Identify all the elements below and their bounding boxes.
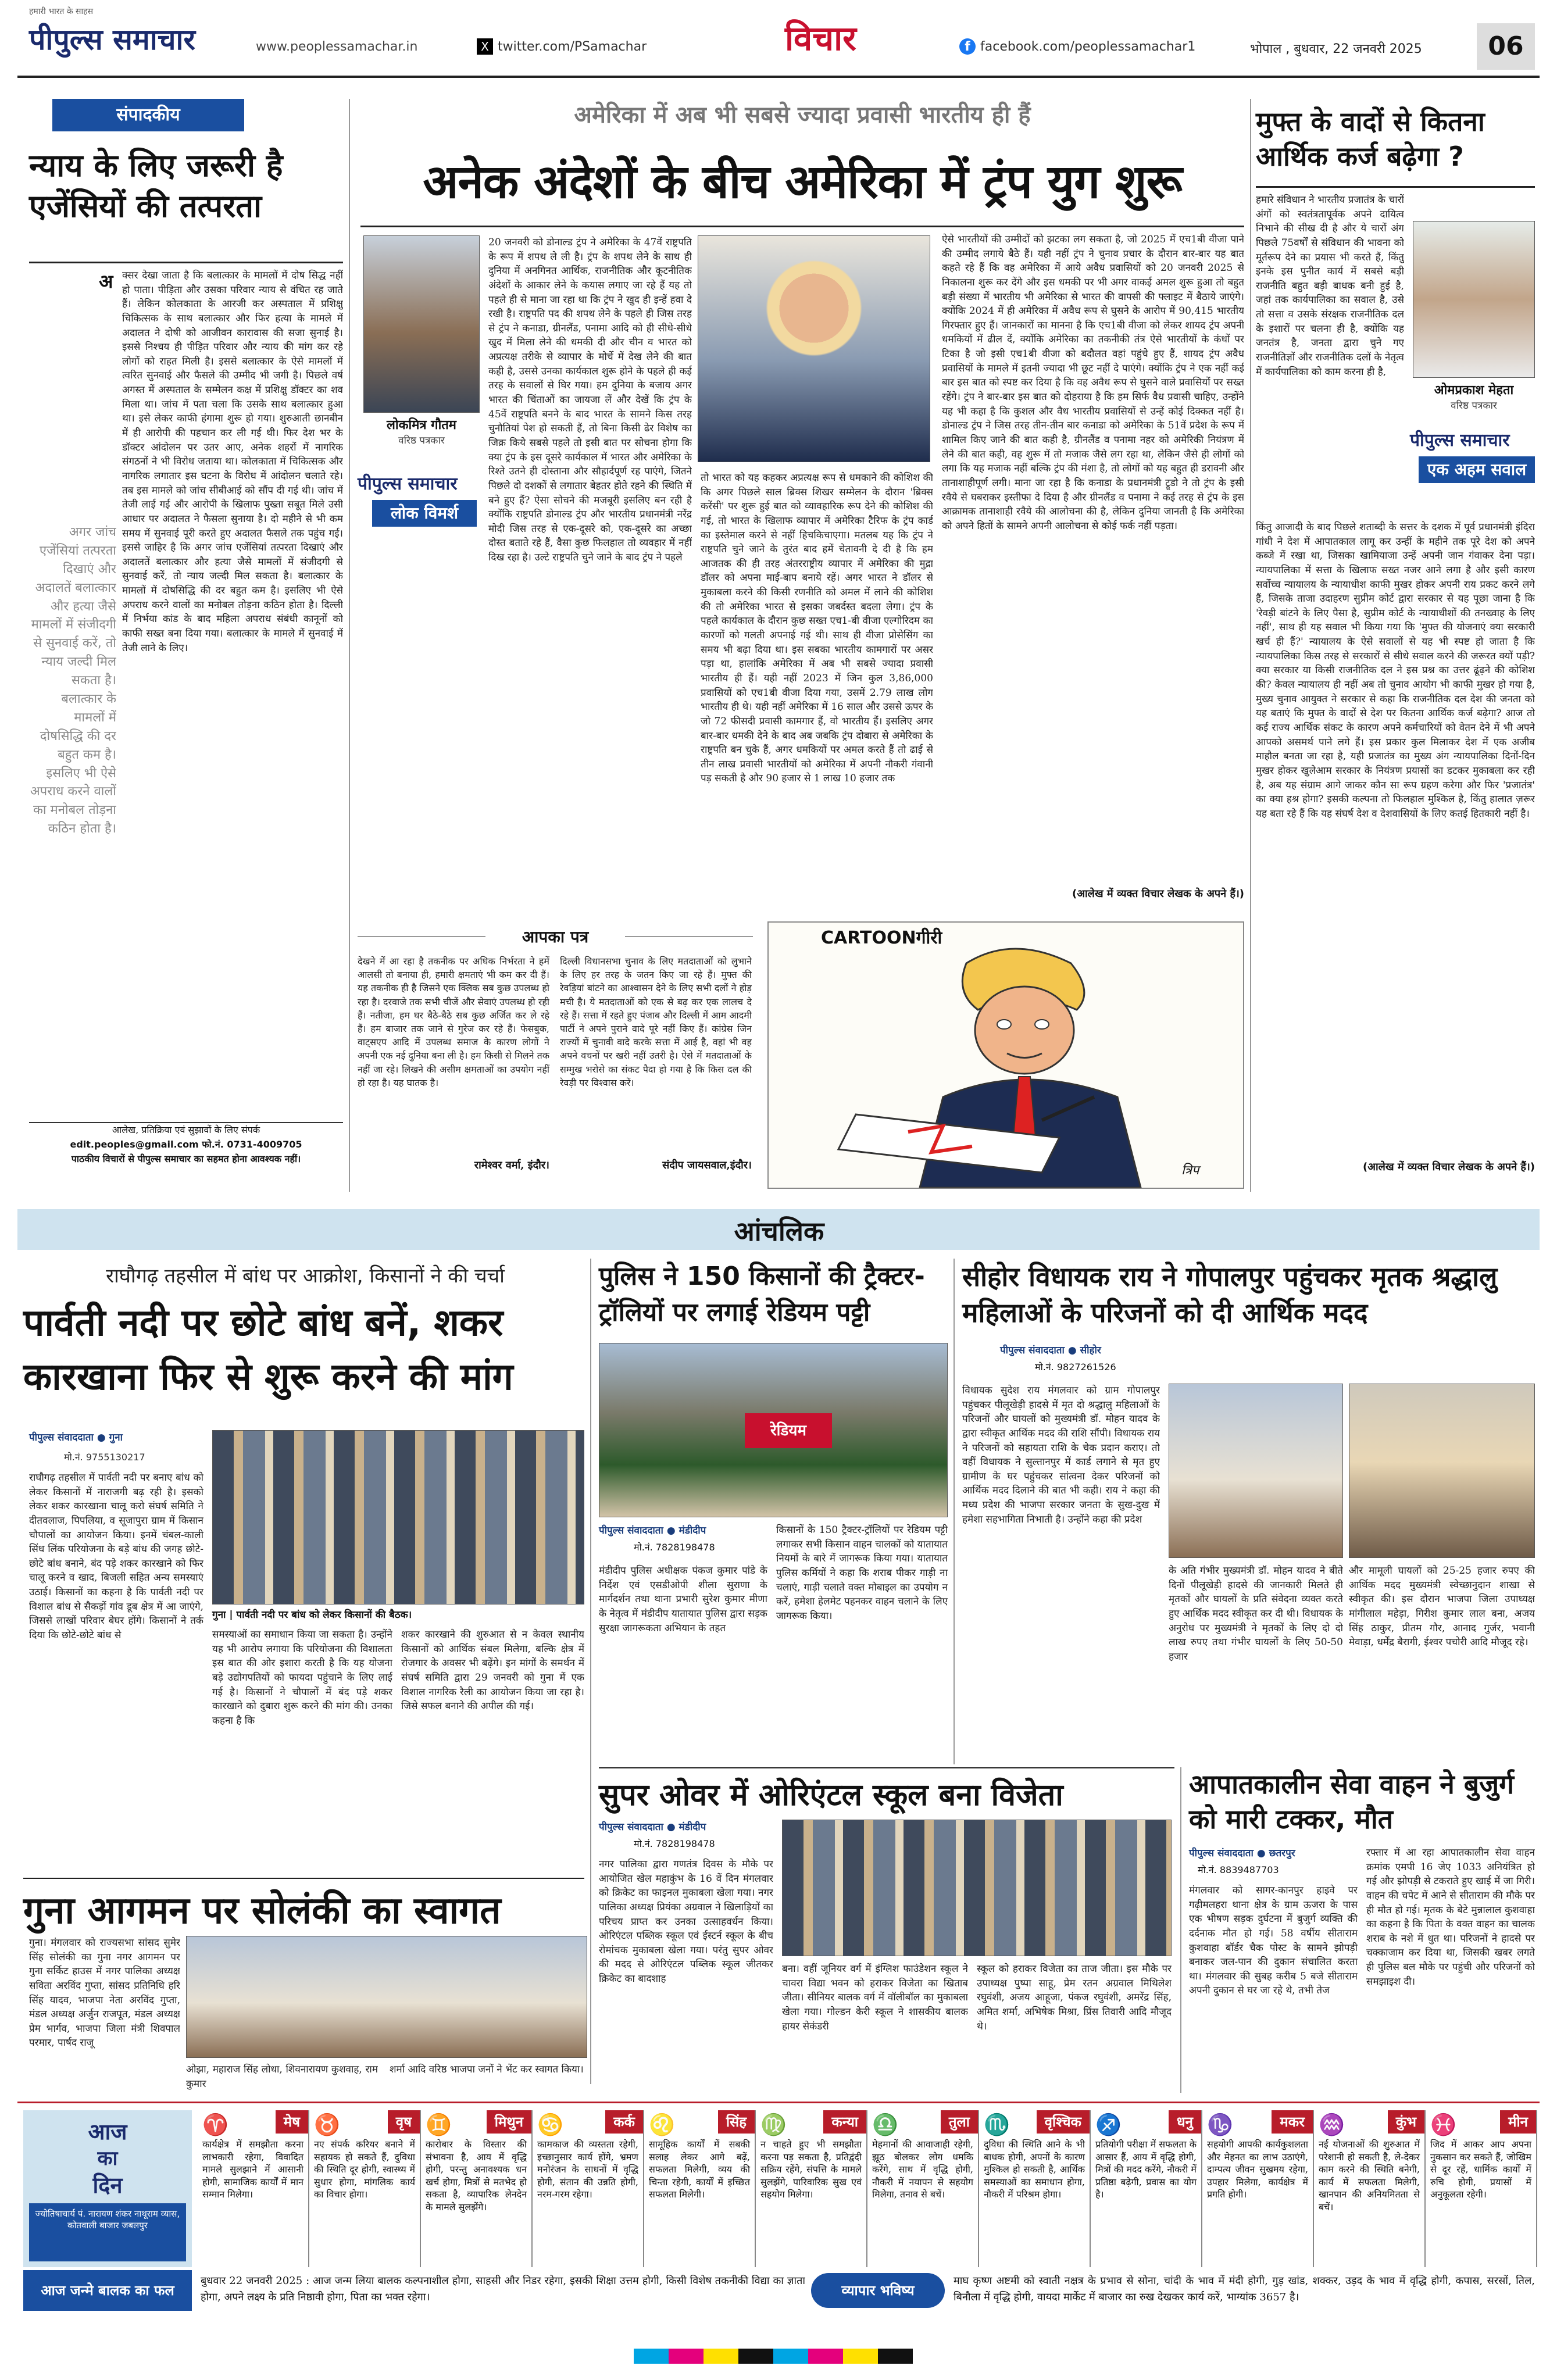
- s5-byline-name: पीपुल्स संवाददाता: [1189, 1847, 1254, 1859]
- rashi-cell: [867, 2110, 979, 2267]
- lead-author-role: वरिष्ठ पत्रकार: [398, 435, 445, 446]
- zodiac-icon: ♌: [649, 2113, 675, 2137]
- rashi-cell: [533, 2110, 644, 2267]
- rashi-prediction: न चाहते हुए भी समझौता करना पड़ सकता है, प्रतिद्वंदी सक्रिय रहेंगे, संपत्ति के मामले सुलझेंगे, पारिवारिक सुख एवं सहयोग मिलेगा।: [760, 2139, 862, 2200]
- reg-yellow-2: [843, 2349, 878, 2364]
- editorial-title: न्याय के लिए जरूरी है एजेंसियों की तत्परता: [29, 147, 283, 225]
- s2-byline-name: पीपुल्स संवाददाता: [599, 1525, 663, 1536]
- regional-section-title: आंचलिक: [734, 1216, 824, 1247]
- editorial-pull-quote: अगर जांच एजेंसियां तत्परता दिखाएं और अदालतें बलात्कार और हत्या जैसे मामलों में संजीदगी से सुनवाई करें, तो न्याय जल्दी मिल सकता है। बलात्कार के मामलों में दोषसिद्धि की दर बहुत कम है। इसलिए भी ऐसे अपराध करने वालों का मनोबल तोड़ना कठिन होता है।: [30, 525, 116, 837]
- contact-email[interactable]: edit.peoples@gmail.com फो.नं. 0731-4009705: [70, 1138, 302, 1150]
- rashi-name: मिथुन: [487, 2110, 531, 2134]
- s4-photo: [782, 1820, 1172, 1956]
- zodiac-icon: ♊: [426, 2113, 452, 2137]
- s1-byline-place: गुना: [109, 1432, 123, 1443]
- s2-phone: मो.नं. 7828198478: [634, 1542, 715, 1553]
- today-title-2: का: [97, 2147, 118, 2170]
- rashi-cell: [979, 2110, 1091, 2267]
- zodiac-icon: ♈: [202, 2113, 228, 2137]
- s1-photo: [212, 1430, 584, 1604]
- zodiac-icon: ♋: [537, 2113, 563, 2137]
- masthead-logo[interactable]: पीपुल्स समाचार: [29, 23, 195, 56]
- s2-col-2: किसानों के 150 ट्रैक्टर-ट्रॉलियों पर रेडियम पट्टी लगाकर सभी किसान वाहन चालकों को यातायात नियमों के बारे में जागरूक किया गया। यातायात पुलिस कर्मियों ने कहा कि शराब पीकर गाड़ी ना चलाएं, गाड़ी चलाते वक्त मोबाइल का उपयोग न करें, हमेशा हेलमेट पहनकर वाहन चलाने के लिए जागरूक किया।: [776, 1524, 948, 1622]
- rashi-cell: [309, 2110, 421, 2267]
- reg-magenta-2: [808, 2349, 843, 2364]
- s2-photo: [599, 1343, 948, 1517]
- s5-title: आपातकालीन सेवा वाहन ने बुजुर्ग को मारी टक्कर, मौत: [1189, 1768, 1515, 1835]
- s2-col-1: मंडीदीप पुलिस अधीक्षक पंकज कुमार पांडे के निर्देश एवं एसडीओपी शीला सुराणा के मार्गदर्शन तथा थाना प्रभारी सुरेश कुमार मीणा के नेतृत्व में मंडीदीप यातायात पुलिस द्वारा सड़क सुरक्षा जागरूकता अभियान के तहत: [599, 1565, 767, 1634]
- trade-text: माघ कृष्ण अष्टमी को स्वाती नक्षत्र के प्रभाव से सोना, चांदी के भाव में मंदी होगी, गुड़ खांड, शक्कर, उड़द के भाव में वृद्धि होगी, कपास, सरसों, तिल, बिनौला में वृद्धि होगी, वायदा मार्केट में बाजार का रुख देखकर कार्य करें, भाग्यांक 3657 है।: [954, 2275, 1535, 2303]
- editorial-contact: [29, 1122, 343, 1186]
- cartoon-panel: [767, 921, 1244, 1189]
- letter-2-sign: संदीप जायसवाल,इंदौर।: [662, 1159, 752, 1171]
- twitter-icon: X: [477, 38, 493, 55]
- reg-cyan: [634, 2349, 669, 2364]
- masthead: [17, 0, 1540, 76]
- rashi-prediction: दुविधा की स्थिति आने के भी बाधक होगी, अपनों के कारण मुश्किल हो सकती है, आर्थिक समस्याओं का समाधान होगा, नौकरी में परिश्रम होगा।: [984, 2139, 1085, 2200]
- letter-1-body: देखने में आ रहा है तकनीक पर अधिक निर्भरता ने हमें आलसी तो बनाया ही, हमारी क्षमताएं भी कम कर दी हैं। यह तकनीक ही है जिसने एक क्लिक सब कुछ उपलब्ध हो रहा है। दरवाजे तक सभी चीजें और सेवाएं उपलब्ध हो रही हैं। नतीजा, हम घर बैठे-बैठे सब कुछ अर्जित कर ले रहे हैं। हम बाजार तक जाने से गुरेज कर रहे हैं। फेसबुक, वाट्सएप आदि में उपलब्ध समाज के कारण लोगों ने अपनी एक नई दुनिया बना ली है। हम किसी से मिलने तक नहीं जा रहे। लिखने की असीम क्षमताओं का उपयोग नहीं हो रहा है। यह घातक है।: [358, 956, 549, 1088]
- lead-col-3: ऐसे भारतीयों की उम्मीदों को झटका लग सकता है, जो 2025 में एच1बी वीजा पाने की उम्मीद लगाये बैठे हैं। यही नहीं ट्रंप ने चुनाव प्रचार के दौरान बार-बार यह बात कहते रहे हैं कि वह अमेरिका में आये अवैध प्रवासियों को 20 जनवरी 2025 से निकालना शुरू कर देंगे और इस धमकी पर भी अगर वाकई अमल शुरू हुआ तो बहुत बड़ी संख्या में भारतीय भी अमेरिका से भारत की वापसी की फ्लाइट में बैठाये जाएंगे। क्योंकि 2024 में ही अमेरिका में अवैध रूप से घुसने के आरोप में 90,415 भारतीय गिरफ्तार हुए हैं। जानकारों का मानना है कि एच1बी वीजा को लेकर शायद ट्रंप अपनी धमकियों में ढील दें, क्योंकि अमेरिका का तकनीकी तंत्र ऐसे भारतीयों के कंधों पर टिका है जो इसी एच1बी वीजा को बदौलत वहां पहुंचे हुए हैं, शायद ट्रंप अवैध प्रवासियों के मामले में इतनी ज्यादा भी छूट नहीं दे पाएंगे। क्योंकि ट्रंप ने एक नहीं कई बार इस बात को स्पष्ट कर दिया है कि वह अवैध रूप से घुसने वाले प्रवासियों पर सख्त रहेंगे। ट्रंप ने बार-बार इस बात को दोहराया है कि हम सिर्फ वैध प्रवासी चाहिए, उन्होंने यह भी कहा है कि कुशल और वैध भारतीय प्रवासियों से उन्हें कोई दिक्कत नहीं है। डोनाल्ड ट्रंप ने जिस तरह तीन-तीन बार कनाडा को अमेरिका के 51वें प्रदेश के रूप में शामिल किए जाने की बात कही है, ग्रीनलैंड व पनामा नहर को अमेरिकी नियंत्रण में लेने की बात कही, वह शुरू में तो मजाक जैसे लग रहा था, लेकिन जैसे ही लोगों को लगा कि यह मजाक नहीं बल्कि ट्रंप की मंशा है, तो लोगों को यह बहुत ही डरावनी और तानाशाहीपूर्ण लगी। माना जा रहा है कि कनाडा के प्रधानमंत्री ट्रूडो ने तो ट्रंप के इसी रवैये से घबराकर इस्तीफा दे दिया है और ग्रीनलैंड व पनामा ने कई तरह से ट्रंप के इस आक्रामक तानाशाही रवैये की आलोचना की है, लेकिन दुनिया जानती है कि अमेरिका को अपने हितों के सामने अपनी आलोचना से कोई फर्क नहीं पड़ता।: [942, 234, 1244, 532]
- page-number: 06: [1477, 23, 1535, 70]
- reg-yellow: [703, 2349, 738, 2364]
- rashi-name: मीन: [1500, 2110, 1536, 2134]
- reg-black-2: [878, 2349, 913, 2364]
- zodiac-icon: ♐: [1095, 2113, 1122, 2137]
- s6-rule: [23, 1878, 584, 1879]
- column-divider-4: [954, 1259, 955, 1764]
- s5-col-1: मंगलवार को सागर-कानपुर हाइवे पर गढ़ीमलहरा थाना क्षेत्र के ग्राम ऊजरा के पास एक भीषण सड़क दुर्घटना में बुजुर्ग व्यक्ति की दर्दनाक मौत हो गई। 58 वर्षीय सीताराम कुशवाहा बॉर्डर चैक पोस्ट के सामने झोपड़ी बनाकर जल-पान की दुकान संचालित करता था। मंगलवार की सुबह करीब 5 बजे सीताराम अपनी दुकान से घर जा रहे थे, तभी तेज: [1189, 1885, 1358, 1997]
- right-intro: हमारे संविधान ने भारतीय प्रजातंत्र के चारों अंगों को स्वतंत्रतापूर्वक अपने दायित्व निभाने की सीख दी है और ये चारों अंग पिछले 75वर्षों से संविधान की भावना को मूर्तरूप देने का प्रयास भी करते हैं, किंतु इनके इस पुनीत कार्य में सबसे बड़ी राजनीति बहुत बड़ी बाधक बनी हुई है, जहां तक कार्यपालिका का सवाल है, उसे तो सत्ता व उसके संरक्षक राजनीतिक दल के इशारों पर चलना ही है, क्योंकि यह जनतंत्र है, जनता द्वारा चुने गए राजनीतिज्ञों और राजनीतिक दलों के नेतृत्व में कार्यपालिका को काम करना ही है,: [1256, 194, 1404, 378]
- s5-phone: मो.नं. 8839487703: [1198, 1864, 1279, 1875]
- s6-col-2: ओझा, महाराज सिंह लोधा, शिवनारायण कुशवाह, राम कुमार: [186, 2064, 378, 2090]
- column-divider-1: [349, 99, 350, 1192]
- s4-byline: पीपुल्स संवाददाता ● मंडीदीप: [599, 1821, 706, 1833]
- right-rule: [1256, 186, 1535, 188]
- s1-title: पार्वती नदी पर छोटे बांध बनें, शकर कारखाना फिर से शुरू करने की मांग: [23, 1302, 513, 1399]
- regional-bar: [17, 1209, 1540, 1250]
- s6-photo: [186, 1936, 587, 2058]
- rashi-name: मेष: [276, 2110, 308, 2134]
- s3-byline: पीपुल्स संवाददाता ● सीहोर: [1000, 1345, 1101, 1356]
- s1-col-3: शकर कारखाने की शुरुआत से न केवल स्थानीय किसानों को आर्थिक संबल मिलेगा, बल्कि क्षेत्र में रोजगार के अवसर भी बढ़ेंगे। इन मांगों के समर्थन में संघर्ष समिति द्वारा 29 जनवरी को गुना में एक विशाल नागरिक रैली का आयोजन किया जा रहा है। जिसे सफल बनाने की अपील की गई।: [401, 1629, 584, 1713]
- masthead-rule: [17, 76, 1540, 78]
- zodiac-icon: ♑: [1207, 2113, 1233, 2137]
- s4-rule: [599, 1767, 1174, 1768]
- rashi-cell: [1426, 2110, 1537, 2267]
- lead-col-2: तो भारत को यह कहकर अप्रत्यक्ष रूप से धमकाने की कोशिश की कि अगर पिछले साल ब्रिक्स शिखर सम्मेलन के दौरान 'ब्रिक्स करेंसी' पर शुरू हुई बात को व्यावहारिक रूप देने की कोशिश की गई, तो भारत के खिलाफ व्यापार में अमेरिका टैरिफ के ट्रंप कार्ड का इस्तेमाल करने से नहीं हिचकिचाएगा। मतलब यह कि ट्रंप ने राष्ट्रपति चुने जाने के तुरंत बाद हमें चेतावनी दे दी है कि हम आजतक की ही तरह अंतरराष्ट्रीय व्यापार में अमेरिका की मुद्रा डॉलर को अपना माई-बाप बनाये रहें। अगर भारत ने डॉलर से मुकाबला करने की किसी रणनीति को अमल में लाने की कोशिश की तो अमेरिका भारत से इसका जबर्दस्त बदला लेगा। ट्रंप के पहले कार्यकाल के दौरान कुछ सख्त एच1-बी वीजा एल्गोरिदम का कारणों को गलती अपनाई गई थी। साथ ही वीजा प्रोसेसिंग का समय भी बढ़ा दिया था। इस सबका भारतीय कामगारों पर असर पड़ा था, हालांकि अमेरिका में अब भी सबसे ज्यादा प्रवासी भारतीय ही हैं। यही नहीं 2023 में जिन कुल 3,86,000 प्रवासियों को एच1बी वीजा दिया गया, उसमें 2.79 लाख लोग भारतीय ही थे। यही नहीं अमेरिका में 16 साल और उससे ऊपर के जो 72 फीसदी प्रवासी कामगार हैं, वो भारतीय हैं। इसलिए अगर बार-बार धमकी देने के बाद अब जबकि ट्रंप दोबारा से अमेरिका के राष्ट्रपति बन चुके हैं, अगर धमकियों पर अमल करते हैं तो ढाई से तीन लाख प्रवासी भारतीयों को अमेरिका में अपनी नौकरी गंवानी पड़ सकती है और 90 हजार से 1 लाख 10 हजार तक: [701, 472, 933, 785]
- lead-kicker: अमेरिका में अब भी सबसे ज्यादा प्रवासी भारतीय ही हैं: [574, 102, 1031, 128]
- section-title: विचार: [785, 19, 856, 58]
- zodiac-icon: ♍: [760, 2113, 787, 2137]
- facebook-link[interactable]: facebook.com/peoplessamachar1: [980, 40, 1196, 54]
- today-title-1: आज: [88, 2119, 127, 2145]
- rashi-prediction: नए संपर्क करियर बनाने में सहायक हो सकते हैं, दुविधा की स्थिति दूर होगी, स्वास्थ्य में सुधार होगा, मांगलिक कार्य का विचार होगा।: [314, 2139, 415, 2200]
- lead-disclaimer: (आलेख में व्यक्त विचार लेखक के अपने हैं।): [1072, 888, 1244, 900]
- contact-line-1: आलेख, प्रतिक्रिया एवं सुझावों के लिए संपर्क: [112, 1124, 260, 1135]
- lead-author-name: लोकमित्र गौतम: [387, 418, 456, 433]
- rashi-cell: [644, 2110, 756, 2267]
- rashi-name: वृश्चिक: [1037, 2110, 1090, 2134]
- lead-title: अनेक अंदेशों के बीच अमेरिका में ट्रंप युग शुरू: [423, 155, 1182, 209]
- right-title: मुफ्त के वादों से कितना आर्थिक कर्ज बढ़ेगा ?: [1256, 106, 1485, 172]
- rashi-prediction: जिद में आकर आप अपना नुकसान कर सकते हैं, जोखिम से दूर रहें, धार्मिक कार्यों में रुचि होगी, प्रयासों में अनुकूलता रहेगी।: [1430, 2139, 1531, 2200]
- s3-col-2: के अति गंभीर मुख्यमंत्री डॉ. मोहन यादव ने बीते दिनों पीलूखेड़ी हादसे की जानकारी मिलते ही मृतकों और घायलों के प्रति संवेदना व्यक्त करते हुए आर्थिक मदद स्वीकृत कर दी थी। विधायक के अनुरोध पर मुख्यमंत्री ने मृतकों के लिए दो दो लाख रुपए तथा गंभीर घायलों के लिए 50-50 हजार: [1169, 1565, 1343, 1663]
- letter-2-body: दिल्ली विधानसभा चुनाव के लिए मतदाताओं को लुभाने के लिए हर तरह के जतन किए जा रहे हैं। मुफ्त की रेवड़ियां बांटने का आश्वासन देने के लिए सभी दलों ने होड़ मची है। ये मतदाताओं को एक से बढ़ कर एक लालच दे रहे हैं। सत्ता में रहते हुए पंजाब और दिल्ली में आम आदमी पार्टी ने अपने पुराने वादे पूरे नहीं किए हैं। कांग्रेस जिन राज्यों में चुनावी वादे करके सत्ता में आई है, वहां भी वह अपने वचनों पर खरी नहीं उतरी है। ऐसे में मतदाताओं के सम्मुख भरोसे का संकट पैदा हो गया है कि किस दल की रेवड़ी पर विश्वास करें।: [560, 956, 752, 1088]
- rashi-cell: [756, 2110, 867, 2267]
- s3-byline-place: सीहोर: [1080, 1345, 1101, 1356]
- letters-title: आपका पत्र: [485, 925, 625, 949]
- rashi-name: तुला: [941, 2110, 978, 2134]
- s4-byline-name: पीपुल्स संवाददाता: [599, 1821, 663, 1833]
- s2-truck-label: रेडियम: [745, 1413, 832, 1448]
- trade-label: व्यापार भविष्य: [811, 2273, 945, 2308]
- rashi-cell: [1091, 2110, 1202, 2267]
- right-column-brand: पीपुल्स समाचार: [1410, 430, 1510, 451]
- rashi-name: मकर: [1272, 2110, 1313, 2134]
- column-name-lok-vimarsh: लोक विमर्श: [372, 500, 477, 527]
- editorial-body: क्सर देखा जाता है कि बलात्कार के मामलों में दोष सिद्ध नहीं हो पाता। पीड़िता और उसका परिवार न्याय से वंचित रह जाते हैं। लेकिन कोलकाता के आरजी कर अस्पताल में प्रशिक्षु चिकित्सक के साथ बलात्कार और फिर हत्या के मामले में अदालत ने दोषी को आजीवन कारावास की सजा सुनाई है। इससे निश्चय ही पीड़ित परिवार और न्याय की मांग कर रहे लोगों को राहत मिली है। इससे बलात्कार के ऐसे मामलों में त्वरित सुनवाई और फैसले की उम्मीद भी जगी है। पिछले वर्ष अगस्त में अस्पताल के सम्मेलन कक्ष में प्रशिक्षु डॉक्टर का शव मिला था। जांच में पता चला कि उसके साथ बलात्कार हुआ था। इसे लेकर काफी हंगामा शुरू हो गया। शुरुआती छानबीन में ही आरोपी की पहचान कर ली गई थी। फिर देश भर के डॉक्टर आंदोलन पर उतर आए, अनेक शहरों में नागरिक संगठनों ने भी विरोध जताया था। कोलकाता में चिकित्सक और नागरिक लगातार इस घटना के विरोध में आंदोलन चलाते रहे। तब इस मामले को जांच सीबीआई को सौंप दी गई थी। जांच में तेजी लाई गई और आरोपी के खिलाफ पुख्ता सबूत मिले उसी आधार पर अदालत ने फैसला सुनाया है। दो महीने से भी कम समय में सुनवाई पूरी करते हुए अदालत फैसले तक पहुंच गई। इससे जाहिर है कि अगर जांच एजेंसियां तत्परता दिखाएं और अदालतें बलात्कार और हत्या जैसे मामलों में संजीदगी से सुनवाई करें, तो न्याय जल्दी मिल सकता है। बलात्कार के मामलों में दोषसिद्धि की दर बहुत कम है। इसलिए भी ऐसे अपराध करने वालों का मनोबल तोड़ना कठिन होता है। दिल्ली में निर्भया कांड के बाद महिला अपराध संबंधी कानूनों को काफी सख्त बना दिया गया। बलात्कार के मामले में सुनवाई में तेजी लाने के लिए।: [122, 270, 343, 654]
- editorial-rule: [29, 262, 343, 263]
- facebook-icon: f: [959, 38, 976, 55]
- s6-title: गुना आगमन पर सोलंकी का स्वागत: [23, 1889, 501, 1932]
- rashi-prediction: कामकाज की व्यस्तता रहेगी, इच्छानुसार कार्य होंगे, भ्रमण मनोरंजन के साधनों में वृद्धि होगी, संतान की उन्नति होगी, नरम-गरम रहेगा।: [537, 2139, 638, 2200]
- s4-col-1: नगर पालिका द्वारा गणतंत्र दिवस के मौके पर आयोजित खेल महाकुंभ के 16 वें दिन मंगलवार को क्रिकेट का फाइनल मुकाबला खेला गया। नगर पालिका अध्यक्ष प्रियंका अग्रवाल ने खिलाड़ियों का परिचय प्राप्त कर उनका उत्साहवर्धन किया। ओरिएंटल पब्लिक स्कूल एवं ईस्टर्न स्कूल के बीच रोमांचक मुकाबला खेला गया। परंतु सुपर ओवर की मदद से ओरिएंटल पब्लिक स्कूल जीतकर क्रिकेट का बादशाह: [599, 1859, 773, 1985]
- horoscope-today-box: [23, 2110, 192, 2267]
- s4-title: सुपर ओवर में ओरिएंटल स्कूल बना विजेता: [599, 1778, 1063, 1813]
- right-author-role: वरिष्ठ पत्रकार: [1451, 400, 1497, 412]
- s5-col-2: रफ्तार में आ रहा आपातकालीन सेवा वाहन क्रमांक एमपी 16 जेए 1033 अनियंत्रित हो गई और झोपड़ी से टकराते हुए खाई में जा गिरी। वाहन की चपेट में आने से सीताराम की मौके पर ही मौत हो गई। मृतक के बेटे मुन्नालाल कुशवाहा का कहना है कि पिता के वक्त वाहन का चालक शराब के नशे में धुत था। परिजनों ने हादसे पर चक्काजाम कर दिया था, जिसकी खबर लगते ही पुलिस बल मौके पर पहुंची और परिजनों को समझाइश दी।: [1366, 1847, 1535, 1988]
- astrologer-credit: ज्योतिषाचार्य पं. नारायण शंकर नाथूराम व्यास, कोतवाली बाजार जबलपुर: [29, 2203, 186, 2261]
- rashi-prediction: सामूहिक कार्यों में सबकी सलाह लेकर आगे बढ़ें, सफलता मिलेगी, व्यय की चिन्ता रहेगी, कार्यों में इच्छित सफलता मिलेगी।: [649, 2139, 750, 2200]
- rashi-name: कुंभ: [1388, 2110, 1424, 2134]
- zodiac-icon: ♓: [1430, 2113, 1456, 2137]
- rashi-prediction: कारोबार के विस्तार की संभावना है, आय में वृद्धि होगी, परन्तु अनावश्यक धन खर्च होगा, मित्रों से मतभेद हो सकता है, व्यापारिक लेनदेन के मामले सुलझेंगे।: [426, 2139, 527, 2213]
- zodiac-icon: ♒: [1319, 2113, 1345, 2137]
- rashi-prediction: मेहमानों की आवाजाही रहेगी, झूठ बोलकर लोग धमकि करेंगे, साथ में वृद्धि होगी, नौकरी में नयापन से सहयोग मिलेगा, तनाव से बचें।: [872, 2139, 973, 2200]
- rashi-cell: [198, 2110, 309, 2267]
- author-photo-omprakash: [1413, 221, 1535, 378]
- s1-phone: मो.नं. 9755130217: [64, 1452, 145, 1463]
- lead-photo-trump: [698, 235, 930, 462]
- s3-byline-name: पीपुल्स संवाददाता: [1000, 1345, 1065, 1356]
- rashi-cell: [1202, 2110, 1314, 2267]
- column-brand: पीपुल्स समाचार: [358, 474, 458, 494]
- cartoon-brand: CARTOONगीरी: [821, 928, 942, 948]
- s3-photo-2: [1349, 1384, 1535, 1558]
- s3-col-1: विधायक सुदेश राय मंगलवार को ग्राम गोपालपुर पहुंचकर पीलूखेड़ी हादसे में मृत दो श्रद्धालु महिलाओं के परिजनों और घायलों को मुख्यमंत्री डॉ. मोहन यादव के द्वारा स्वीकृत आर्थिक मदद की राशि सौंपी। विधायक राय ने परिजनों को सहायता राशि के चेक प्रदान कराए। तो वहीं विधायक ने सुल्तानपुर में कार्ड लगाने से मृत हुए ग्रामीण के घर पहुंचकर सांत्वना देकर परिजनों को आर्थिक मदद दिलाने की बात भी कही। राय ने कहा की मध्य प्रदेश की भाजपा सरकार जनता के सुख-दुख में हमेशा सहभागिता निभाती है। उन्होंने कहा की प्रदेश: [962, 1385, 1160, 1525]
- s6-col-1: गुना। मंगलवार को राज्यसभा सांसद सुमेर सिंह सोलंकी का गुना नगर आगमन पर गुना सर्किट हाउस में नगर पालिका अध्यक्ष सविता अरविंद गुप्ता, सांसद प्रतिनिधि हरि सिंह यादव, भाजपा नेता अरविंद गुप्ता, मंडल अध्यक्ष अर्जुन राजपूत, मंडल अध्यक्ष प्रेम भार्गव, भाजपा जिला मंत्री शिवपाल परमार, पार्षद राजू: [29, 1937, 180, 2049]
- column-name-ek-aham-sawal: एक अहम सवाल: [1419, 456, 1535, 483]
- tagline: हमारी भारत के साहस: [29, 7, 94, 16]
- s4-phone: मो.नं. 7828198478: [634, 1838, 715, 1849]
- s1-kicker: राघौगढ़ तहसील में बांध पर आक्रोश, किसानों ने की चर्चा: [106, 1264, 505, 1288]
- zodiac-icon: ♉: [314, 2113, 340, 2137]
- s3-phone: मो.नं. 9827261526: [1035, 1361, 1116, 1373]
- s3-photo-1: [1169, 1384, 1343, 1558]
- s3-col-3: और मामूली घायलों को 25-25 हजार रुपए की आर्थिक मदद मुख्यमंत्री स्वेच्छानुदान शाखा से स्वीकृत की। इस दौरान भाजपा जिला उपाध्यक्ष मांगीलाल महेड़ा, गिरीश कुमार लाल बना, अजय सिंह ठाकुर, प्रीतम गौर, आनाद गुर्जर, भवानी मेवाड़ा, धर्मेंद्र बैरागी, ईश्वर पचोरी आदि मौजूद रहे।: [1349, 1565, 1535, 1649]
- rashi-name: धनु: [1169, 2110, 1201, 2134]
- right-author-name: ओमप्रकाश मेहता: [1434, 383, 1514, 398]
- horoscope-rule: [17, 2102, 1540, 2103]
- letters-box: [358, 927, 753, 1186]
- column-divider-5: [1180, 1767, 1181, 2093]
- cartoon-signature: त्रिप: [1181, 1163, 1199, 1178]
- letter-1-sign: रामेश्वर वर्मा, इंदौर।: [474, 1159, 549, 1171]
- rashi-name: कन्या: [823, 2110, 866, 2134]
- author-photo-lokmitra: [363, 235, 480, 413]
- rashi-cell: [1314, 2110, 1426, 2267]
- rashi-name: सिंह: [718, 2110, 755, 2134]
- s4-col-3: स्कूल को हराकर विजेता का ताज जीता। इस मौके पर उपाध्यक्ष पुष्पा साहू, प्रेम रतन अग्रवाल मिथिलेश रघुवंशी, अजय आहूजा, पंकज रघुवंशी, अमरेंद्र सिंह, अमित शर्मा, अभिषेक मिश्रा, प्रिंस तिवारी आदि मौजूद थे।: [977, 1963, 1172, 2032]
- birthday-text: बुधवार 22 जनवरी 2025 : आज जन्म लिया बालक कल्पनाशील होगा, साहसी और निडर रहेगा, इसकी शिक्षा उत्तम होगी, किसी विशेष तकनीकी विद्या का ज्ञाता होगा, अपने लक्ष्य के प्रति निष्ठावी होगा, पिता का भक्त रहेगा।: [201, 2275, 805, 2303]
- reg-cyan-2: [773, 2349, 808, 2364]
- reg-black: [738, 2349, 773, 2364]
- s1-byline-name: पीपुल्स संवाददाता: [29, 1432, 94, 1443]
- s2-title: पुलिस ने 150 किसानों की ट्रैक्टर-ट्रॉलियों पर लगाई रेडियम पट्टी: [599, 1262, 925, 1327]
- s1-col-2: समस्याओं का समाधान किया जा सकता है। उन्होंने यह भी आरोप लगाया कि परियोजना की विशालता इस बात की ओर इशारा करती है कि यह योजना बड़े उद्योगपतियों को फायदा पहुंचाने के लिए लाई गई है। किसानों ने चौपालों में बंद पड़े शकर कारखाने को दुबारा शुरू करने की मांग की। उनका कहना है कि: [212, 1629, 392, 1727]
- editorial-tag: संपादकीय: [52, 99, 244, 131]
- contact-disclaimer: पाठकीय विचारों से पीपुल्स समाचार का सहमत होना आवश्यक नहीं।: [71, 1153, 301, 1164]
- s2-byline-place: मंडीदीप: [678, 1525, 706, 1536]
- rashi-name: वृष: [388, 2110, 420, 2134]
- rashi-prediction: प्रतियोगी परीक्षा में सफलता के आसार हैं, आय में वृद्धि होगी, मित्रों की मदद करेंगे, नौकरी में प्रतिष्ठा बढ़ेगी, प्रवास का योग है।: [1095, 2139, 1197, 2200]
- editorial-drop-cap: अ: [99, 270, 113, 292]
- s1-col-1: राघौगढ़ तहसील में पार्वती नदी पर बनाए बांध को लेकर किसानों में नाराजगी बढ़ रही है। इसको लेकर शकर कारखाना चालू करो संघर्ष समिति ने दीतवलाज, पिपलिया, व सूजापुरा ग्राम में किसान चौपालों का आयोजन किया। इनमें चंबल-काली सिंध लिंक परियोजना के बड़े बांध की जगह छोटे-छोटे बांध बनाने, बंद पड़े शकर कारखाने को फिर चालू करने व खाद, बिजली सहित अन्य समस्याएं उठाई। किसानों का कहना है कि पार्वती नदी पर विशाल बांध से सैकड़ों गांव डूब क्षेत्र में आ जाएंगे, जिससे लाखों परिवार बेघर होंगे। किसानों ने तर्क दिया कि छोटे-छोटे बांध से: [29, 1472, 203, 1642]
- s5-byline-place: छतरपुर: [1269, 1847, 1295, 1859]
- column-divider-3: [590, 1259, 591, 2084]
- s5-byline: पीपुल्स संवाददाता ● छतरपुर: [1189, 1847, 1295, 1859]
- rashi-cell: [421, 2110, 533, 2267]
- today-title-3: दिन: [92, 2172, 123, 2198]
- s4-byline-place: मंडीदीप: [678, 1821, 706, 1833]
- s1-caption: गुना | पार्वती नदी पर बांध को लेकर किसानों की बैठक।: [212, 1609, 412, 1621]
- dateline: भोपाल , बुधवार, 22 जनवरी 2025: [1250, 42, 1422, 56]
- cartoon-drawing: [769, 923, 1243, 1188]
- s4-col-2: बना। वहीं जूनियर वर्ग में इंग्लिश फाउंडेशन स्कूल ने चावरा विद्या भवन को हराकर विजेता का खिताब जीता। सीनियर बालक वर्ग में वॉलीबॉल का मुकाबला खेला गया। गोल्डन केरी स्कूल ने शासकीय बालक हायर सेकंडरी: [782, 1963, 968, 2032]
- reg-magenta: [669, 2349, 703, 2364]
- rashi-name: कर्क: [605, 2110, 643, 2134]
- lead-rule: [360, 226, 1244, 227]
- s1-byline: पीपुल्स संवाददाता ● गुना: [29, 1432, 123, 1443]
- rashi-prediction: सहयोगी आपकी कार्यकुशलता और मेहनत का लाभ उठाएंगे, दाम्पत्य जीवन सुखमय रहेगा, उपहार मिलेगा, कार्यक्षेत्र में प्रगति होगी।: [1207, 2139, 1308, 2200]
- lead-col-1: 20 जनवरी को डोनाल्ड ट्रंप ने अमेरिका के 47वें राष्ट्रपति के रूप में शपथ ले ली है। ट्रंप के शपथ लेने के साथ ही दुनिया में अनगिनत आर्थिक, राजनीतिक और कूटनीतिक अंदेशों के आकार लेने के कयास लगाए जा रहे हैं यह तो पहले ही से माना जा रहा था कि ट्रंप ने खुद ही इन्हें हवा दे रखी है। राष्ट्रपति पद की शपथ लेने के पहले ही जिस तरह से ट्रंप ने कनाडा, ग्रीनलैंड, पनामा आदि को ही सीधे-सीधे खुद में मिला लेने की धमकी दी और चीन व भारत को अप्रत्यक्ष तरीके से व्यापार के मोर्चे में देख लेने की बात कही है, उससे उनका कार्यकाल शुरू होने के पहले ही कई तरह के सवालों से घिर गया। हम दुनिया के बजाय अगर भारत की चिंताओं का जायजा लें और देखें कि ट्रंप के 45वें राष्ट्रपति बनने के बाद भारत के सामने किस तरह चुनौतियां पेश हो सकती हैं, तो बिना किसी ढेर विशेष का जिक्र किये सबसे पहले तो इसी बात पर सोचना होगा कि क्या ट्रंप के इस दूसरे कार्यकाल में भारत और अमेरिका के रिश्ते उतने ही दोस्ताना और सौहार्दपूर्ण रह पाएंगे, जितने पिछले दो दशकों से लगातार बेहतर होते रहने की स्थिति में बने हुए हैं? ऐसा सोचने की मजबूरी इसलिए बन रही है क्योंकि राष्ट्रपति डोनाल्ड ट्रंप और भारतीय प्रधानमंत्री नरेंद्र मोदी जिस तरह से एक-दूसरे को, एक-दूसरे का अच्छा दोस्त बताते रहे हैं, वैसा कुछ फिलहाल तो व्यवहार में नहीं दिख रहा है। उल्टे राष्ट्रपति चुने जाने के बाद ट्रंप ने पहले: [488, 237, 692, 564]
- zodiac-icon: ♏: [984, 2113, 1010, 2137]
- rashi-prediction: नई योजनाओं की शुरुआत में परेशानी हो सकती है, ले-देकर काम करने की स्थिति बनेगी, कार्य में सफलता मिलेगी, खानपान की अनियमितता से बचें।: [1319, 2139, 1420, 2213]
- rashi-prediction: कार्यक्षेत्र में समझौता करना लाभकारी रहेगा, विवादित मामले सुलझाने में आसानी होगी, सामाजिक कार्यों में मान सम्मान मिलेगा।: [202, 2139, 303, 2200]
- s3-title: सीहोर विधायक राय ने गोपालपुर पहुंचकर मृतक श्रद्धालु महिलाओं के परिजनों को दी आर्थिक मदद: [962, 1261, 1498, 1329]
- s6-col-3: शर्मा आदि वरिष्ठ भाजपा जनों ने भेंट कर स्वागत किया।: [390, 2064, 584, 2075]
- website-link[interactable]: www.peoplessamachar.in: [256, 40, 418, 54]
- birthday-label: आज जन्मे बालक का फल: [23, 2270, 192, 2311]
- s2-byline: पीपुल्स संवाददाता ● मंडीदीप: [599, 1525, 706, 1536]
- zodiac-icon: ♎: [872, 2113, 898, 2137]
- right-body: किंतु आजादी के बाद पिछले शताब्दी के सत्तर के दशक में पूर्व प्रधानमंत्री इंदिरा गांधी ने देश में आपातकाल लागू कर उन्हीं के महीने तक पूरे देश को अपने कब्जे में रखा था, जिसका खामियाजा उन्हें अपनी जान गंवाकर देना पड़ा। न्यायपालिका में सत्ता के खिलाफ सख्त नजर आने लगा है और इसी कारण सर्वोच्च न्यायालय के न्यायाधीश काफी मुखर होकर अपनी राय प्रकट करने लगे हैं, जिसके ताजा उदाहरण सुप्रीम कोर्ट द्वारा सरकार से यह पूछा जाना है कि 'रेवड़ी बांटने के लिए पैसा है, सुप्रीम कोर्ट के न्यायाधीशों की तनख्वाह के लिए नहीं', साथ ही यह सवाल भी किया गया कि 'मुफ्त की योजनाएं क्या सरकारी खर्च ही हैं?' न्यायालय के ऐसे सवालों से यह भी स्पष्ट हो जाता है कि न्यायपालिका किस तरह से सरकारों से सीधे सवाल करने की जरूरत क्यों पड़ी? क्या सरकार या किसी राजनीतिक दल ने इस प्रश्न का उत्तर ढूंढ़ने की कोशिश की? केवल न्यायालय ही नहीं अब तो चुनाव आयोग भी काफी मुखर हो गया है, मुख्य चुनाव आयुक्त ने सरकार से कहा कि राजनीतिक दल देश की जनता को यह बताएं कि मुफ्त के वादों से देश पर कितना आर्थिक कर्ज बढ़ेगा? आज तो कई राज्य आर्थिक संकट के कारण अपने कर्मचारियों को वेतन देने में भी अपने आपको असमर्थ पाने लगे हैं। इस प्रकार कुल मिलाकर देश में एक अजीब माहौल बनता जा रहा है, यही प्रजातंत्र का मुख्य अंग न्यायपालिका दिनों-दिन मुखर होकर खुलेआम सरकार के नियंत्रण प्रयासों का डटकर मुकाबला कर रही है, अब यह संग्राम आगे जाकर कौन सा रूप ग्रहण करेगा और फिर 'प्रजातंत्र' का क्या हश्र होगा? इसकी कल्पना तो फिलहाल मुश्किल है, किंतु हालात ज़रूर यह बता रहे हैं कि यह संघर्ष देश व देशवासियों के लिए कतई हितकारी नहीं है।: [1256, 521, 1535, 820]
- registration-bar: [634, 2349, 913, 2364]
- right-disclaimer: (आलेख में व्यक्त विचार लेखक के अपने हैं।): [1363, 1161, 1535, 1173]
- twitter-link[interactable]: twitter.com/PSamachar: [498, 40, 647, 54]
- column-divider-2: [1250, 99, 1251, 1192]
